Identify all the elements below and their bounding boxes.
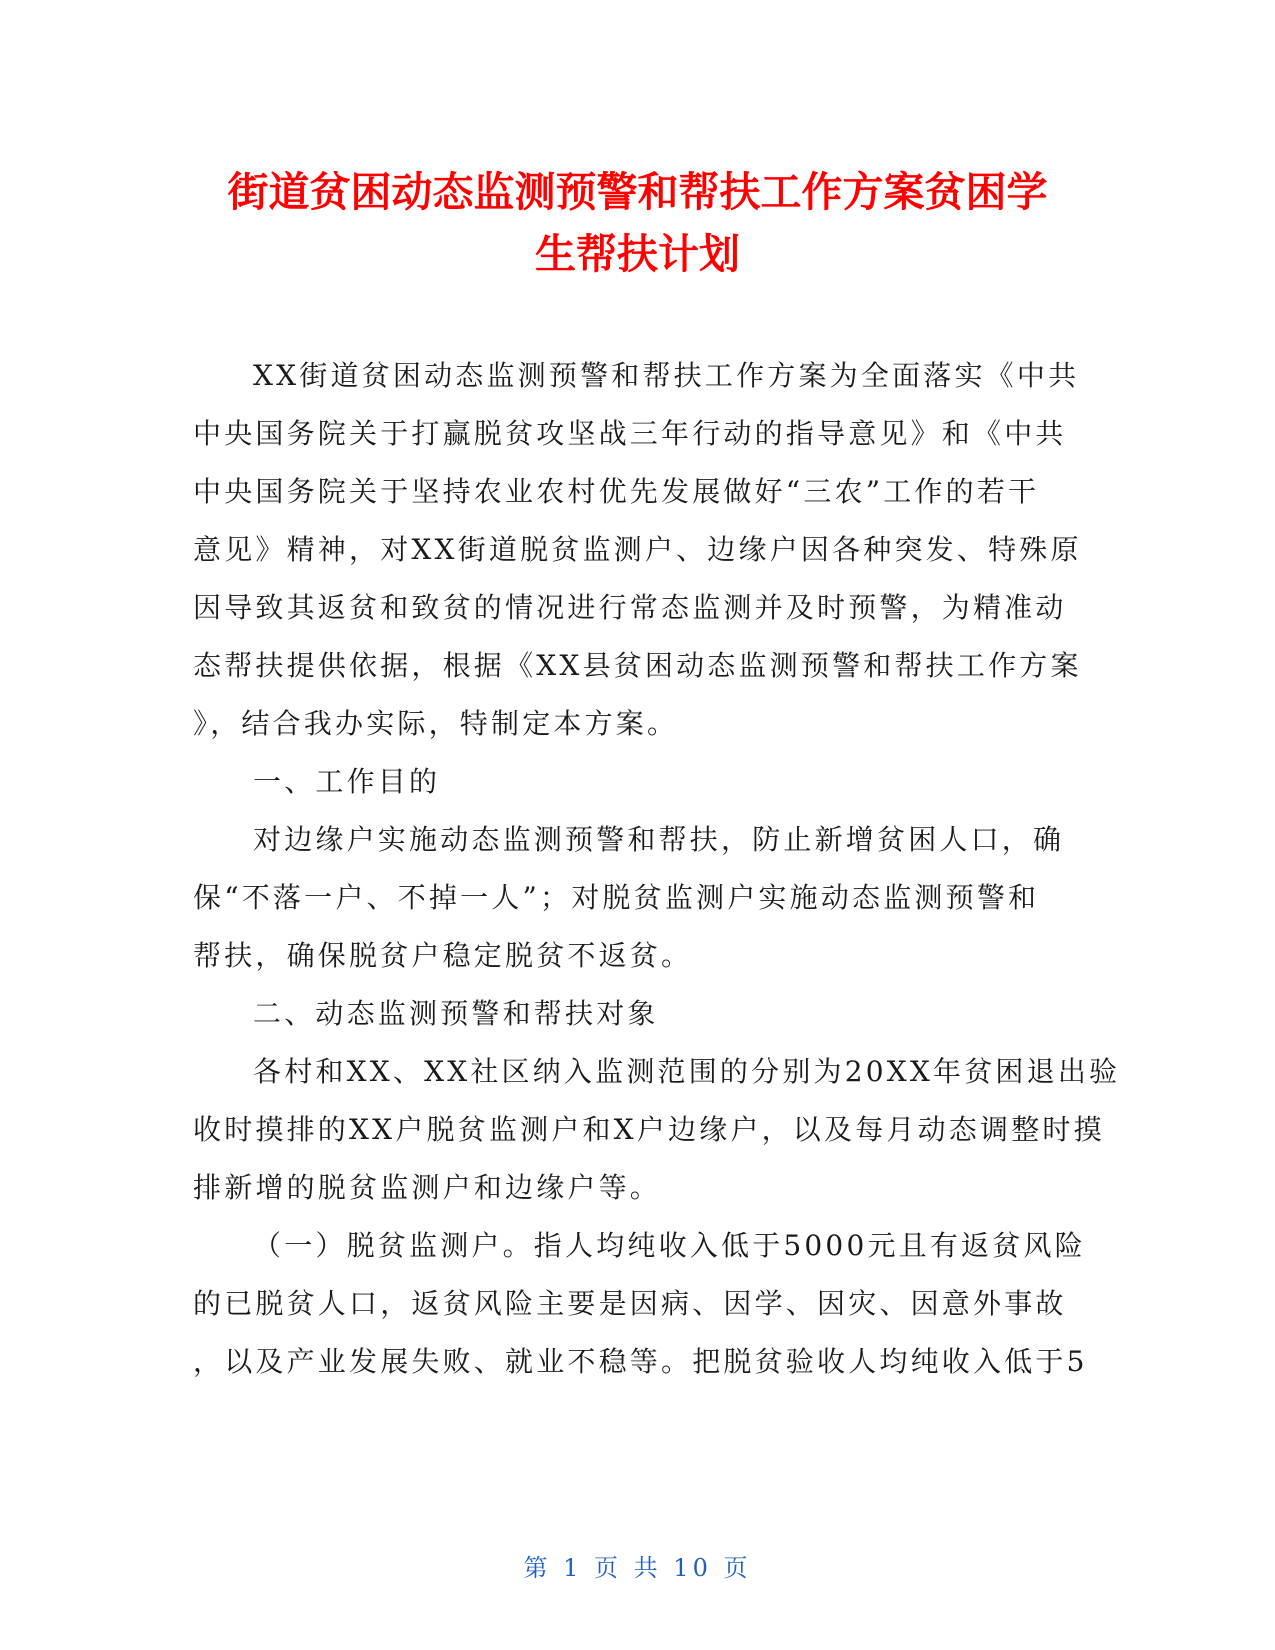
document-title-line-2: 生帮扶计划 (535, 230, 740, 278)
section-heading: 二、动态监测预警和帮扶对象 (253, 997, 659, 1030)
body-line: 各村和XX、XX社区纳入监测范围的分别为20XX年贫困退出验 (253, 1055, 1121, 1088)
body-line: 排新增的脱贫监测户和边缘户等。 (193, 1171, 662, 1204)
page-number-footer: 第 1 页 共 10 页 (523, 1554, 752, 1582)
body-line: 保“不落一户、不掉一人”；对脱贫监测户实施动态监测预警和 (193, 881, 1040, 914)
body-line: 的已脱贫人口，返贫风险主要是因病、因学、因灾、因意外事故 (193, 1287, 1067, 1320)
body-line: 》，结合我办实际，特制定本方案。 (193, 707, 679, 740)
body-line: （一）脱贫监测户。指人均纯收入低于5000元且有返贫风险 (253, 1229, 1086, 1262)
body-line: 帮扶，确保脱贫户稳定脱贫不返贫。 (193, 939, 693, 972)
body-line: ，以及产业发展失败、就业不稳等。把脱贫验收人均纯收入低于5 (193, 1345, 1088, 1378)
body-line: 中央国务院关于打赢脱贫攻坚战三年行动的指导意见》和《中共 (193, 417, 1067, 450)
body-line: 意见》精神，对XX街道脱贫监测户、边缘户因各种突发、特殊原 (193, 533, 1082, 566)
body-line: 因导致其返贫和致贫的情况进行常态监测并及时预警，为精准动 (193, 591, 1067, 624)
body-line: 态帮扶提供依据，根据《XX县贫困动态监测预警和帮扶工作方案 (193, 649, 1082, 682)
section-heading: 一、工作目的 (253, 765, 441, 798)
body-line: 中央国务院关于坚持农业农村优先发展做好“三农”工作的若干 (193, 475, 1040, 508)
body-line: 对边缘户实施动态监测预警和帮扶，防止新增贫困人口，确 (253, 823, 1065, 856)
body-line: 收时摸排的XX户脱贫监测户和X户边缘户，以及每月动态调整时摸 (193, 1113, 1105, 1146)
body-line: XX街道贫困动态监测预警和帮扶工作方案为全面落实《中共 (253, 359, 1080, 392)
document-title-line-1: 街道贫困动态监测预警和帮扶工作方案贫困学 (227, 168, 1048, 216)
